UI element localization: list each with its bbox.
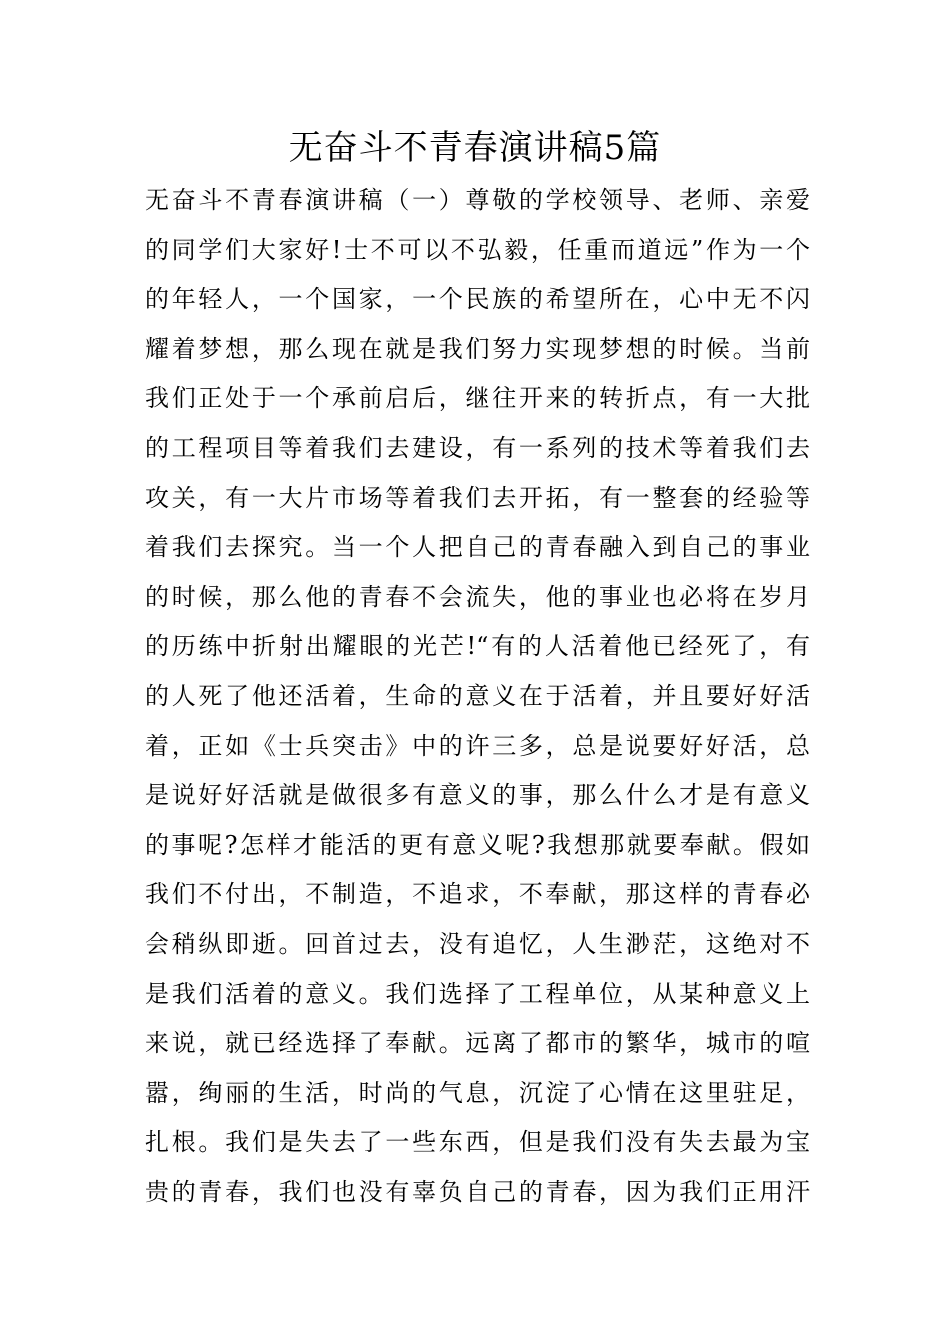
body-line: 的历练中折射出耀眼的光芒!“有的人活着他已经死了，有 xyxy=(145,632,810,661)
body-line: 贵的青春，我们也没有辜负自己的青春，因为我们正用汗 xyxy=(145,1177,810,1206)
body-line: 嚣，绚丽的生活，时尚的气息，沉淀了心情在这里驻足， xyxy=(145,1078,810,1107)
body-line: 的时候，那么他的青春不会流失，他的事业也必将在岁月 xyxy=(145,582,810,611)
body-line: 我们正处于一个承前启后，继往开来的转折点，有一大批 xyxy=(145,384,810,413)
body-line: 是我们活着的意义。我们选择了工程单位，从某种意义上 xyxy=(145,979,810,1008)
body-line: 着，正如《士兵突击》中的许三多，总是说要好好活，总 xyxy=(145,731,810,760)
body-line: 耀着梦想，那么现在就是我们努力实现梦想的时候。当前 xyxy=(145,334,810,363)
body-line: 的同学们大家好!士不可以不弘毅，任重而道远”作为一个 xyxy=(145,235,810,264)
body-line: 扎根。我们是失去了一些东西，但是我们没有失去最为宝 xyxy=(145,1128,810,1157)
body-line: 无奋斗不青春演讲稿（一）尊敬的学校领导、老师、亲爱 xyxy=(145,186,810,214)
body-line: 来说，就已经选择了奉献。远离了都市的繁华，城市的喧 xyxy=(145,1029,810,1058)
body-line: 着我们去探究。当一个人把自己的青春融入到自己的事业 xyxy=(145,533,810,562)
body-line: 的人死了他还活着，生命的意义在于活着，并且要好好活 xyxy=(145,681,810,710)
document-body xyxy=(145,176,810,1217)
body-line: 会稍纵即逝。回首过去，没有追忆，人生渺茫，这绝对不 xyxy=(145,929,810,958)
body-line: 的年轻人，一个国家，一个民族的希望所在，心中无不闪 xyxy=(145,285,810,314)
body-line: 是说好好活就是做很多有意义的事，那么什么才是有意义 xyxy=(145,781,810,810)
body-line: 的事呢?怎样才能活的更有意义呢?我想那就要奉献。假如 xyxy=(145,830,810,859)
document-title: 无奋斗不青春演讲稿5篇 xyxy=(288,128,662,168)
body-line: 的工程项目等着我们去建设，有一系列的技术等着我们去 xyxy=(145,433,810,462)
body-line: 我们不付出，不制造，不追求，不奉献，那这样的青春必 xyxy=(145,880,810,909)
body-line: 攻关，有一大片市场等着我们去开拓，有一整套的经验等 xyxy=(145,483,810,512)
